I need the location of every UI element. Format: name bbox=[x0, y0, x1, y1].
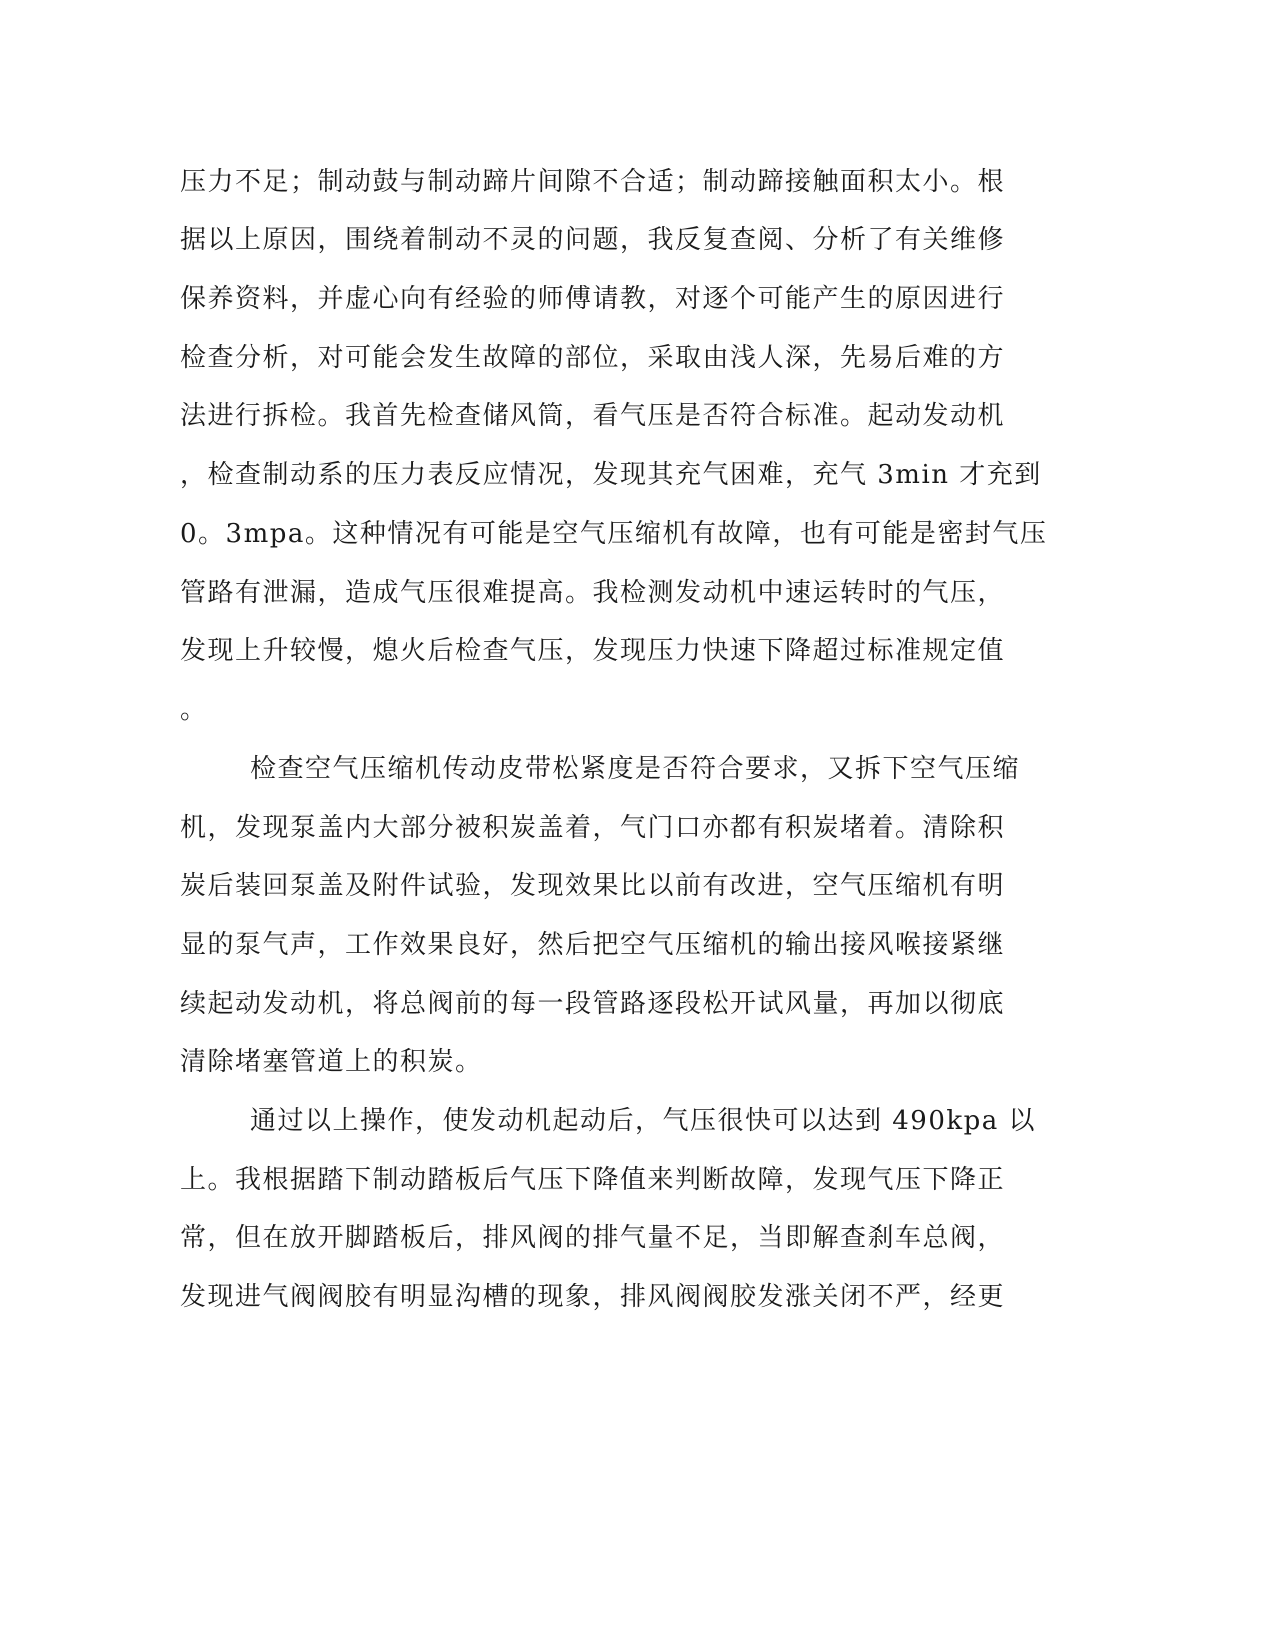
text-line: 0。3mpa。这种情况有可能是空气压缩机有故障，也有可能是密封气压 bbox=[180, 519, 1048, 549]
text-line: 炭后装回泵盖及附件试验，发现效果比以前有改进，空气压缩机有明 bbox=[180, 871, 1006, 901]
text-line: 压力不足；制动鼓与制动蹄片间隙不合适；制动蹄接触面积太小。根 bbox=[180, 167, 1006, 197]
text-line: 检查分析，对可能会发生故障的部位，采取由浅人深，先易后难的方 bbox=[180, 343, 1006, 373]
text-line: 据以上原因，围绕着制动不灵的问题，我反复查阅、分析了有关维修 bbox=[180, 225, 1006, 255]
text-line: 。 bbox=[180, 695, 208, 725]
text-line: 显的泵气声，工作效果良好，然后把空气压缩机的输出接风喉接紧继 bbox=[180, 930, 1006, 960]
text-line: ，检查制动系的压力表反应情况，发现其充气困难，充气 3min 才充到 bbox=[180, 460, 1042, 490]
text-line: 清除堵塞管道上的积炭。 bbox=[180, 1047, 483, 1077]
text-line: 机，发现泵盖内大部分被积炭盖着，气门口亦都有积炭堵着。清除积 bbox=[180, 813, 1006, 843]
text-line: 上。我根据踏下制动踏板后气压下降值来判断故障，发现气压下降正 bbox=[180, 1165, 1006, 1195]
text-line: 发现进气阀阀胶有明显沟槽的现象，排风阀阀胶发涨关闭不严，经更 bbox=[180, 1282, 1006, 1312]
text-line: 常，但在放开脚踏板后，排风阀的排气量不足，当即解查刹车总阀， bbox=[180, 1223, 1006, 1253]
text-line: 管路有泄漏，造成气压很难提高。我检测发动机中速运转时的气压， bbox=[180, 578, 1006, 608]
text-line: 法进行拆检。我首先检查储风筒，看气压是否符合标准。起动发动机 bbox=[180, 401, 1006, 431]
paragraph-first-line: 通过以上操作，使发动机起动后，气压很快可以达到 490kpa 以 bbox=[250, 1106, 1037, 1136]
text-line: 保养资料，并虚心向有经验的师傅请教，对逐个可能产生的原因进行 bbox=[180, 284, 1006, 314]
paragraph-first-line: 检查空气压缩机传动皮带松紧度是否符合要求，又拆下空气压缩 bbox=[250, 754, 1021, 784]
text-line: 续起动发动机，将总阀前的每一段管路逐段松开试风量，再加以彻底 bbox=[180, 989, 1006, 1019]
text-line: 发现上升较慢，熄火后检查气压，发现压力快速下降超过标准规定值 bbox=[180, 636, 1006, 666]
